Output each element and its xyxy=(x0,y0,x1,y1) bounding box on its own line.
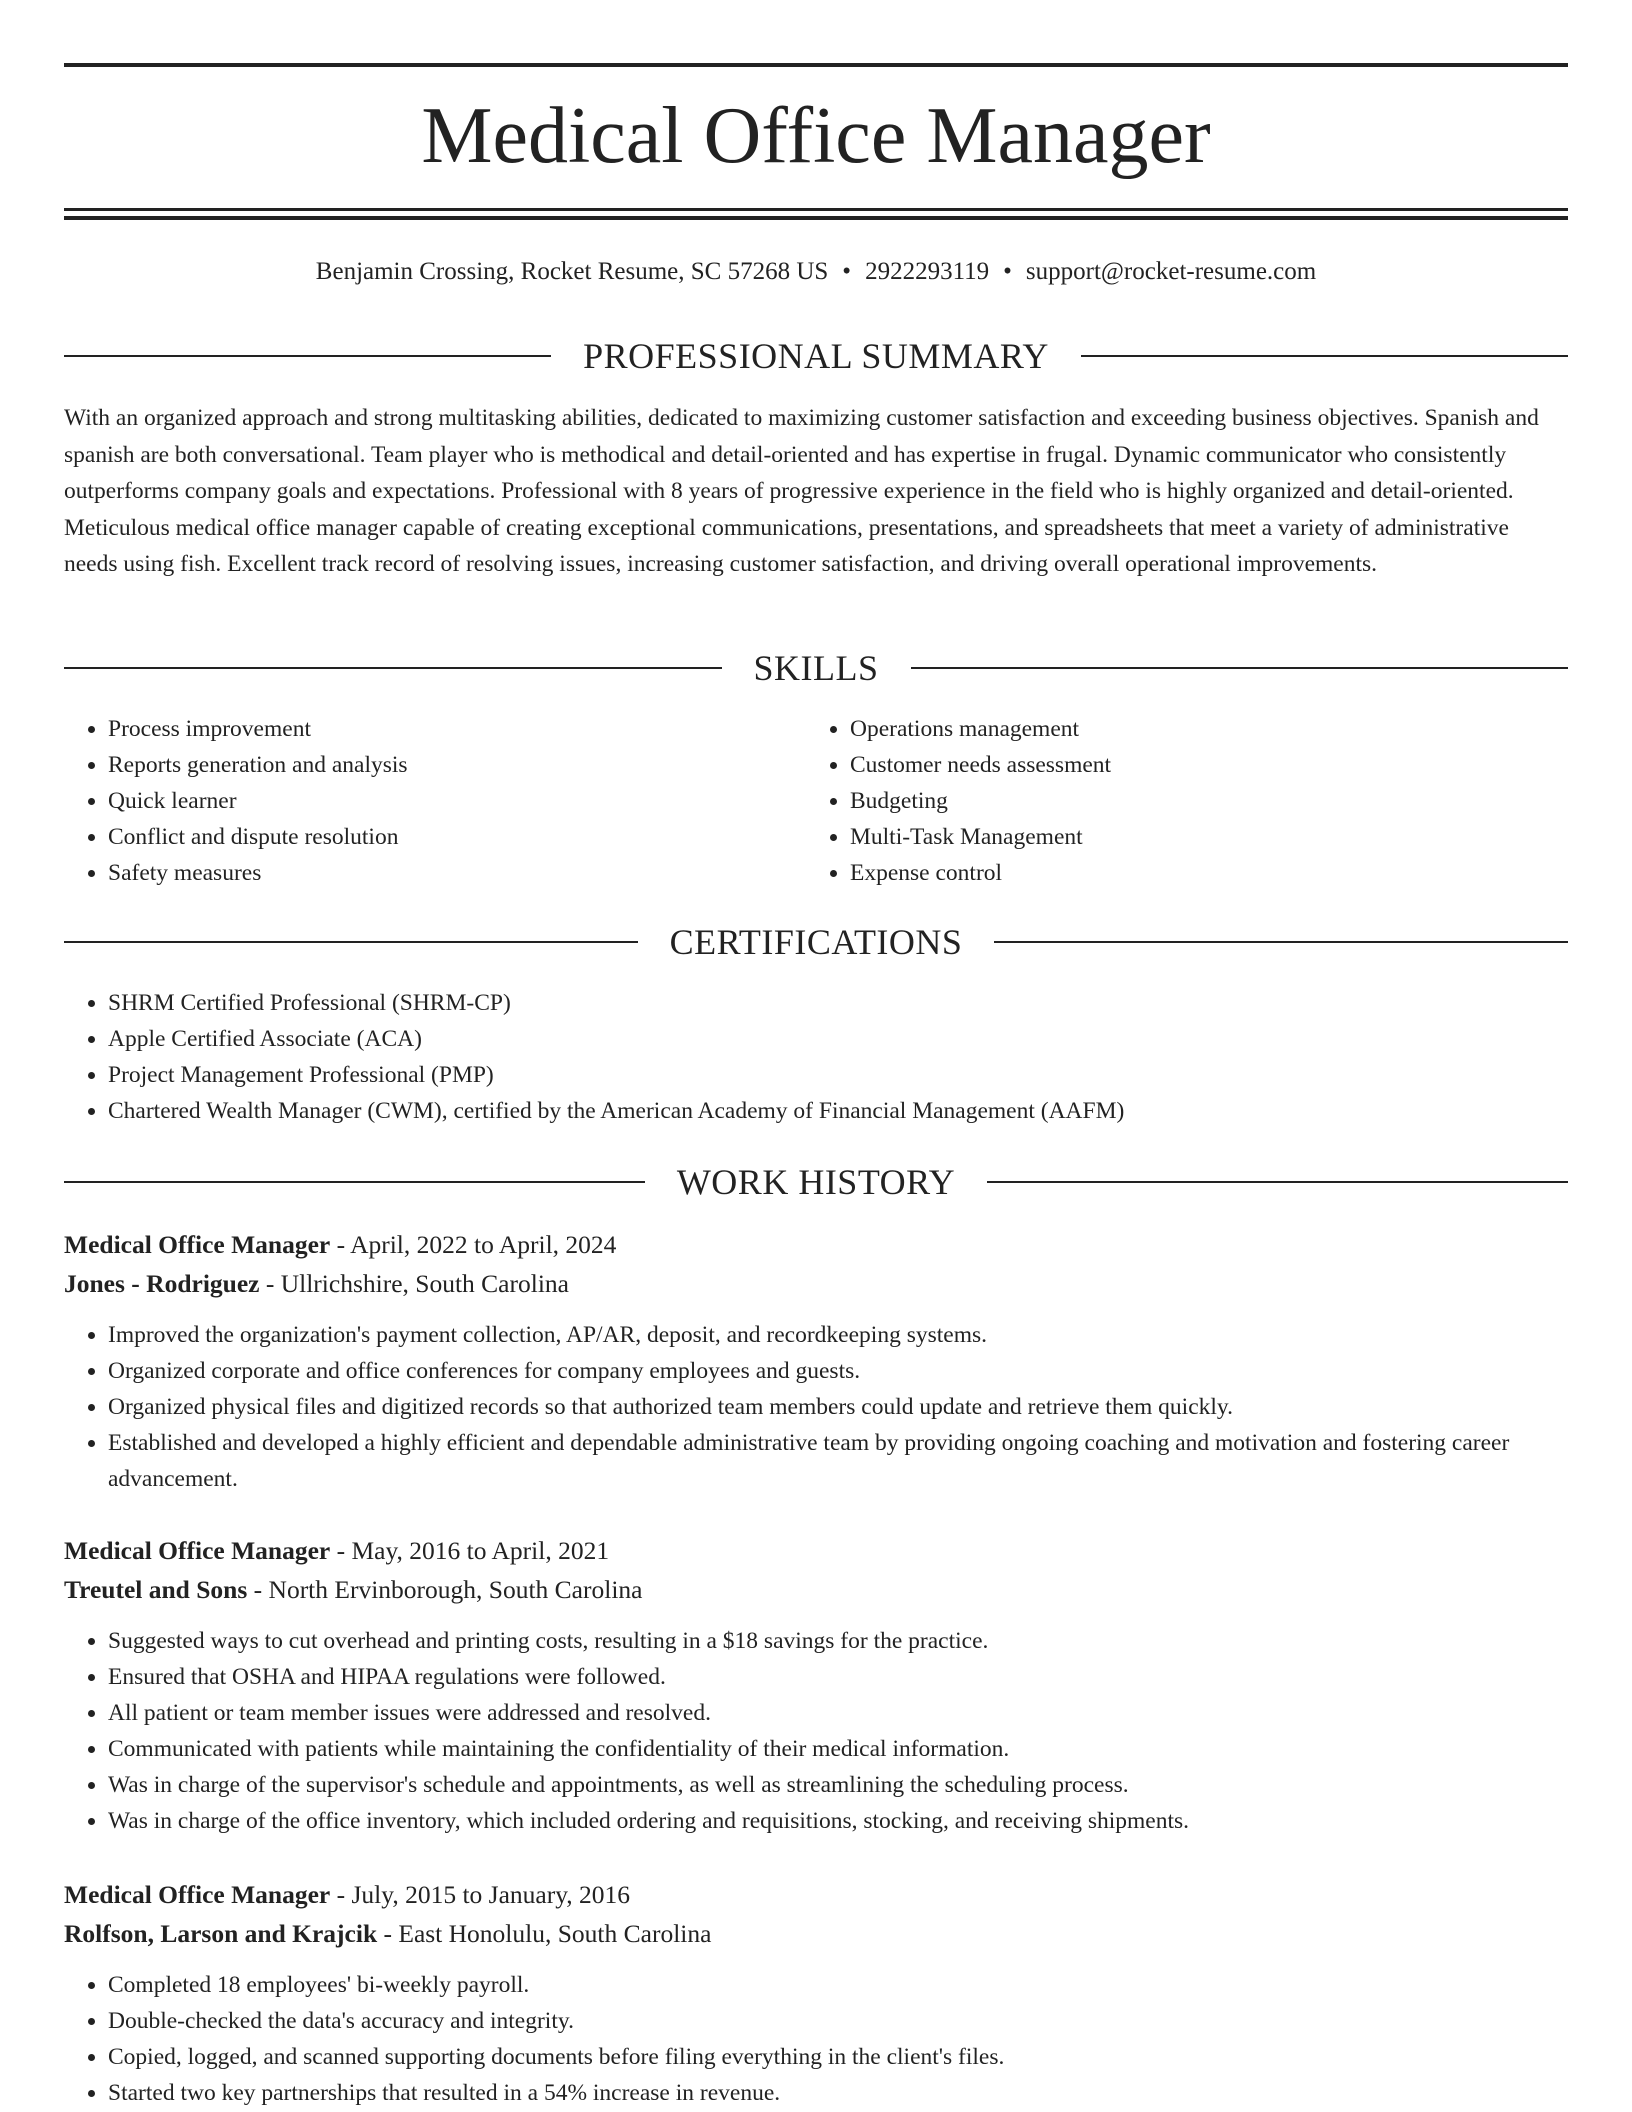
contact-phone: 2922293119 xyxy=(865,258,990,285)
heading-rule-right xyxy=(994,941,1568,943)
job-duty-item: • Improved the organization's payment collection, AP/AR, deposit, and recordkeeping systems. xyxy=(108,1317,1568,1353)
skill-item: • Quick learner xyxy=(108,783,804,819)
job-dates: - July, 2015 to January, 2016 xyxy=(330,1880,631,1909)
certification-item: • Chartered Wealth Manager (CWM), certified by the American Academy of Financial Management (AAFM) xyxy=(108,1093,1568,1129)
skills-heading-label: SKILLS xyxy=(753,648,879,688)
work-history-heading xyxy=(64,1160,1568,1204)
summary-heading-label: PROFESSIONAL SUMMARY xyxy=(583,336,1049,376)
skill-item: • Operations management xyxy=(850,711,1546,747)
job-location: - North Ervinborough, South Carolina xyxy=(247,1575,643,1604)
certifications-block xyxy=(64,985,1568,1129)
skills-column-left xyxy=(64,711,804,891)
job-dates: - April, 2022 to April, 2024 xyxy=(330,1230,617,1259)
certification-item: • Apple Certified Associate (ACA) xyxy=(108,1021,1568,1057)
skills-list-left xyxy=(64,711,804,891)
certification-item: • SHRM Certified Professional (SHRM-CP) xyxy=(108,985,1568,1021)
title-rule-thick xyxy=(64,216,1568,220)
job-duties-list xyxy=(64,1967,1568,2111)
heading-rule-right xyxy=(987,1181,1568,1183)
job-duties-list xyxy=(64,1317,1568,1497)
job-title: Medical Office Manager xyxy=(64,1536,331,1565)
skills-column-right xyxy=(806,711,1546,891)
heading-rule-left xyxy=(64,941,638,943)
skill-item: • Safety measures xyxy=(108,855,804,891)
job-duty-item: • Copied, logged, and scanned supporting documents before filing everything in the client's files. xyxy=(108,2039,1568,2075)
job-duty-item: • Communicated with patients while maintaining the confidentiality of their medical information. xyxy=(108,1731,1568,1767)
heading-rule-left xyxy=(64,355,551,357)
job-duty-item: • Completed 18 employees' bi-weekly payroll. xyxy=(108,1967,1568,2003)
job-entry xyxy=(64,1875,1568,2111)
skill-item: • Process improvement xyxy=(108,711,804,747)
contact-separator: • xyxy=(842,258,852,285)
skills-heading xyxy=(64,646,1568,690)
job-duty-item: • Double-checked the data's accuracy and integrity. xyxy=(108,2003,1568,2039)
job-title: Medical Office Manager xyxy=(64,1230,331,1259)
heading-rule-left xyxy=(64,1181,645,1183)
job-duty-item: • Started two key partnerships that resulted in a 54% increase in revenue. xyxy=(108,2075,1568,2111)
skill-item: • Expense control xyxy=(850,855,1546,891)
job-entry xyxy=(64,1225,1568,1497)
certifications-heading-label: CERTIFICATIONS xyxy=(669,922,963,962)
certifications-heading xyxy=(64,920,1568,964)
skills-list-right xyxy=(806,711,1546,891)
heading-rule-left xyxy=(64,667,722,669)
job-duty-item: • Suggested ways to cut overhead and printing costs, resulting in a $18 savings for the practice. xyxy=(108,1623,1568,1659)
job-company-line xyxy=(64,1914,1568,1953)
skill-item: • Multi-Task Management xyxy=(850,819,1546,855)
title-rule-thin xyxy=(64,208,1568,211)
job-duties-list xyxy=(64,1623,1568,1839)
job-duty-item: • Established and developed a highly efficient and dependable administrative team by providing ongoing coaching and motivation and fostering career advancement. xyxy=(108,1425,1568,1497)
job-duty-item: • Organized corporate and office conferences for company employees and guests. xyxy=(108,1353,1568,1389)
skill-item: • Customer needs assessment xyxy=(850,747,1546,783)
summary-heading xyxy=(64,334,1568,378)
job-title: Medical Office Manager xyxy=(64,1880,331,1909)
job-location: - East Honolulu, South Carolina xyxy=(377,1919,712,1948)
job-duty-item: • All patient or team member issues were addressed and resolved. xyxy=(108,1695,1568,1731)
job-company: Rolfson, Larson and Krajcik xyxy=(64,1919,378,1948)
job-company: Jones - Rodriguez xyxy=(64,1269,260,1298)
certification-item: • Project Management Professional (PMP) xyxy=(108,1057,1568,1093)
job-company: Treutel and Sons xyxy=(64,1575,248,1604)
top-rule xyxy=(64,63,1568,67)
summary-text: With an organized approach and strong multitasking abilities, dedicated to maximizing customer satisfaction and exceeding business objectives. Spanish and spanish are both conversational. Team player who is methodical and detail-oriented and has expertise in frugal. Dynamic communicator who consistently outperforms company goals and expectations. Professional with 8 years of progressive experience in the field who is highly organized and detail-oriented. Meticulous medical office manager capable of creating exceptional communications, presentations, and spreadsheets that meet a variety of administrative needs using fish. Excellent track record of resolving issues, increasing customer satisfaction, and driving overall operational improvements. xyxy=(64,405,1539,577)
heading-rule-right xyxy=(911,667,1569,669)
job-duty-item: • Was in charge of the office inventory, which included ordering and requisitions, stocking, and receiving shipments. xyxy=(108,1803,1568,1839)
contact-line xyxy=(64,254,1568,290)
job-title-line xyxy=(64,1875,1568,1914)
job-title-line xyxy=(64,1531,1568,1570)
job-duty-item: • Ensured that OSHA and HIPAA regulations were followed. xyxy=(108,1659,1568,1695)
job-company-line xyxy=(64,1570,1568,1609)
job-company-line xyxy=(64,1264,1568,1303)
job-duty-item: • Organized physical files and digitized records so that authorized team members could update and retrieve them quickly. xyxy=(108,1389,1568,1425)
heading-rule-right xyxy=(1081,355,1568,357)
resume-title: Medical Office Manager xyxy=(421,92,1211,180)
certifications-list xyxy=(64,985,1568,1129)
job-location: - Ullrichshire, South Carolina xyxy=(259,1269,569,1298)
job-dates: - May, 2016 to April, 2021 xyxy=(330,1536,610,1565)
contact-address: Benjamin Crossing, Rocket Resume, SC 57268 US xyxy=(315,258,829,285)
work-history-heading-label: WORK HISTORY xyxy=(676,1162,956,1202)
job-duty-item: • Was in charge of the supervisor's schedule and appointments, as well as streamlining the scheduling process. xyxy=(108,1767,1568,1803)
job-title-line xyxy=(64,1225,1568,1264)
skill-item: • Budgeting xyxy=(850,783,1546,819)
contact-email: support@rocket-resume.com xyxy=(1025,258,1317,285)
job-entry xyxy=(64,1531,1568,1839)
contact-separator: • xyxy=(1003,258,1012,285)
skill-item: • Conflict and dispute resolution xyxy=(108,819,804,855)
skill-item: • Reports generation and analysis xyxy=(108,747,804,783)
